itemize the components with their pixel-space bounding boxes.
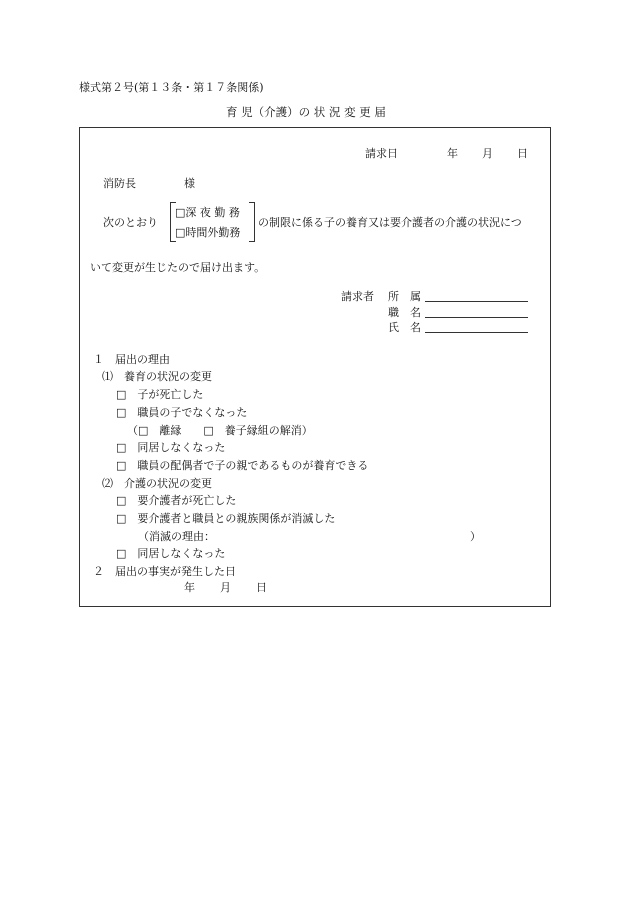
name-label: 氏 名 [388,321,421,334]
checkbox-child-died[interactable]: □ 子が死亡した [116,388,204,401]
addressee-honorific: 様 [184,177,195,190]
checkbox-no-longer-child[interactable]: □ 職員の子でなくなった [116,406,248,419]
checkbox-spouse-can-raise[interactable]: □ 職員の配偶者で子の親であるものが養育できる [116,459,369,472]
request-date-month: 月 [482,147,493,160]
section1-heading: １ 届出の理由 [93,353,170,366]
section1-sub1-heading: ⑴ 養育の状況の変更 [102,370,212,383]
checkbox-kinship-ended[interactable]: □ 要介護者と職員との親族関係が消滅した [116,512,336,525]
affiliation-field[interactable] [425,301,528,302]
position-field[interactable] [425,317,528,318]
checkbox-care-not-cohabiting[interactable]: □ 同居しなくなった [116,547,226,560]
addressee-title: 消防長 [103,177,136,190]
request-date-label: 請求日 [365,147,398,160]
document-title: 育 児（介護）の 状 況 変 更 届 [226,105,386,119]
section1-sub2-heading: ⑵ 介護の状況の変更 [102,477,212,490]
section2-heading: ２ 届出の事実が発生した日 [93,565,236,578]
bracket-right [249,202,255,242]
name-field[interactable] [425,332,528,333]
occurrence-month: 月 [220,581,231,594]
intro-prefix: 次のとおり [103,216,158,229]
checkbox-care-recipient-died[interactable]: □ 要介護者が死亡した [116,494,237,507]
request-date-year: 年 [447,147,458,160]
intro-suffix: の制限に係る子の養育又は要介護者の介護の状況につ [258,216,522,229]
form-number: 様式第２号(第１３条・第１７条関係) [79,81,264,94]
requester-label: 請求者 [341,290,374,303]
extinction-reason-label: （消滅の理由： [138,530,215,543]
occurrence-day: 日 [256,581,267,594]
affiliation-label: 所 属 [388,290,421,303]
checkbox-adoption-detail[interactable]: （□ 離縁 □ 養子縁組の解消） [127,424,313,437]
position-label: 職 名 [388,306,421,319]
extinction-reason-close: ） [470,530,481,543]
option-late-night-work[interactable]: □深 夜 勤 務 [175,206,240,219]
checkbox-child-not-cohabiting[interactable]: □ 同居しなくなった [116,441,226,454]
option-overtime-work[interactable]: □時間外勤務 [175,226,241,239]
occurrence-year: 年 [184,581,195,594]
intro-line2: いて変更が生じたので届け出ます。 [90,261,266,274]
request-date-day: 日 [517,147,528,160]
